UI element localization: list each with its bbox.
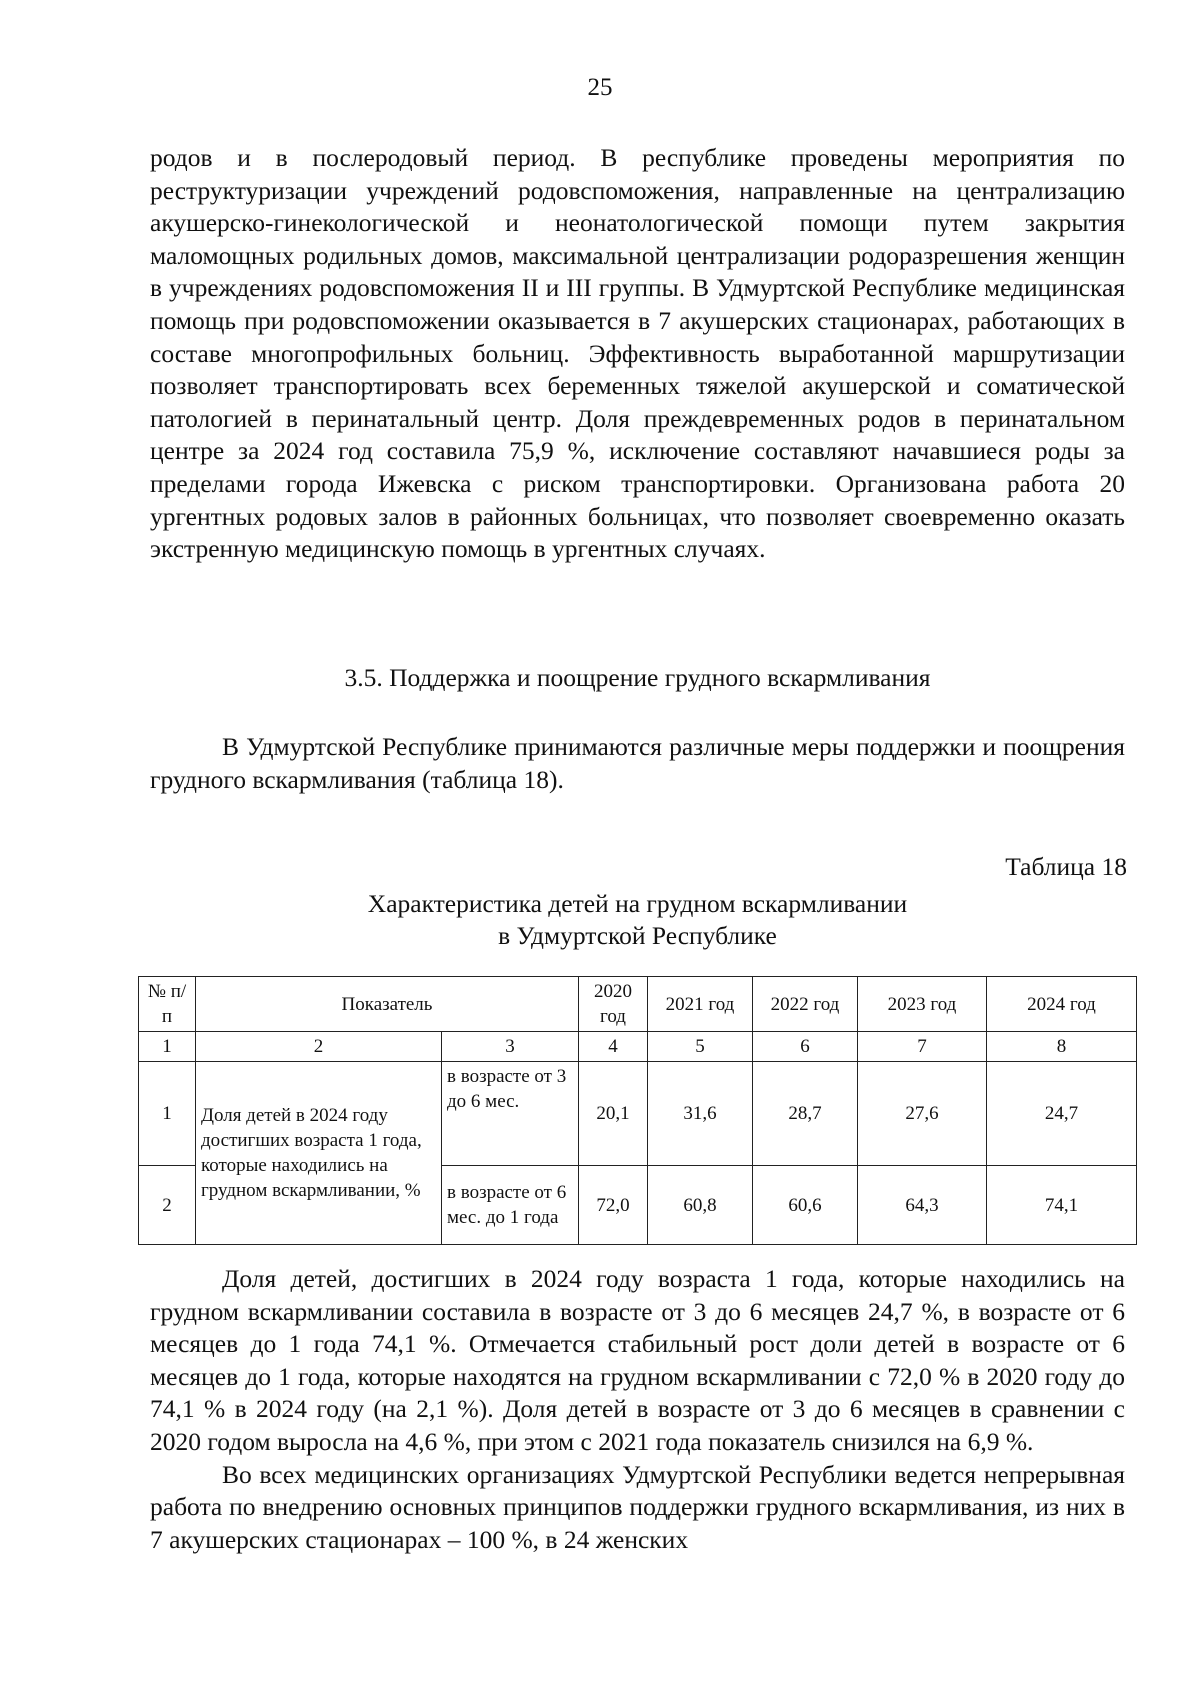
value-2022: 60,6 xyxy=(753,1166,858,1245)
value-2020: 72,0 xyxy=(579,1166,648,1245)
col-number: 3 xyxy=(442,1032,579,1062)
page-number: 25 xyxy=(587,74,613,101)
table-title-line-1: Характеристика детей на грудном вскармливании xyxy=(367,889,908,918)
header-year-2023: 2023 год xyxy=(858,977,987,1032)
table-row xyxy=(139,1062,1137,1166)
col-number: 8 xyxy=(987,1032,1137,1062)
paragraph-text: В Удмуртской Республике принимаются различные меры поддержки и поощрения грудного вскармливания (таблица 18). xyxy=(150,732,1125,794)
value-2021: 31,6 xyxy=(648,1062,753,1166)
row-num: 1 xyxy=(139,1062,196,1166)
header-year-2024: 2024 год xyxy=(987,977,1137,1032)
table-title xyxy=(150,888,1125,952)
paragraph-text: Доля детей, достигших в 2024 году возраста 1 года, которые находились на грудном вскармливании составила в возрасте от 3 до 6 месяцев 24,7 %, в возрасте от 6 месяцев до 1 года 74,1 %. Отмечается стабильный рост доли детей в возрасте от 6 месяцев до 1 года, которые находятся на грудном вскармливании с 72,0 % в 2020 году до 74,1 % в 2024 году (на 2,1 %). Доля детей в возрасте от 3 до 6 месяцев в сравнении с 2020 годом выросла на 4,6 %, при этом с 2021 года показатель снизился на 6,9 %. xyxy=(150,1264,1125,1456)
col-number: 5 xyxy=(648,1032,753,1062)
paragraphs-after-table xyxy=(150,1263,1125,1556)
header-indicator: Показатель xyxy=(196,977,579,1032)
paragraph-intro xyxy=(150,731,1125,796)
value-2022: 28,7 xyxy=(753,1062,858,1166)
value-2021: 60,8 xyxy=(648,1166,753,1245)
value-2024: 74,1 xyxy=(987,1166,1137,1245)
col-number: 7 xyxy=(858,1032,987,1062)
row-num: 2 xyxy=(139,1166,196,1245)
data-table xyxy=(138,976,1137,1245)
age-group-cell: в возрасте от 6 мес. до 1 года xyxy=(442,1166,579,1245)
paragraph-continuation xyxy=(150,142,1125,566)
table-title-line-2: в Удмуртской Республике xyxy=(498,921,777,950)
value-2020: 20,1 xyxy=(579,1062,648,1166)
column-number-row xyxy=(139,1032,1137,1062)
col-number: 4 xyxy=(579,1032,648,1062)
value-2024: 24,7 xyxy=(987,1062,1137,1166)
value-2023: 64,3 xyxy=(858,1166,987,1245)
paragraph-text: Во всех медицинских организациях Удмуртской Республики ведется непрерывная работа по внедрению основных принципов поддержки грудного вскармливания, из них в 7 акушерских стационарах – 100 %, в 24 женских xyxy=(150,1459,1125,1554)
col-number: 1 xyxy=(139,1032,196,1062)
header-num: № п/п xyxy=(139,977,196,1032)
section-heading: 3.5. Поддержка и поощрение грудного вскармливания xyxy=(344,663,931,692)
header-year-2020: 2020 год xyxy=(579,977,648,1032)
col-number: 2 xyxy=(196,1032,442,1062)
value-2023: 27,6 xyxy=(858,1062,987,1166)
table-header-row xyxy=(139,977,1137,1032)
table-label: Таблица 18 xyxy=(1005,852,1127,881)
col-number: 6 xyxy=(753,1032,858,1062)
paragraph-text: родов и в послеродовый период. В республике проведены мероприятия по реструктуризации учреждений родовспоможения, направленные на централизацию акушерско-гинекологической и неонатологической помощи путем закрытия маломощных родильных домов, максимальной централизации родоразрешения женщин в учреждениях родовспоможения II и III группы. В Удмуртской Республике медицинская помощь при родовспоможении оказывается в 7 акушерских стационарах, работающих в составе многопрофильных больниц. Эффективность выработанной маршрутизации позволяет транспортировать всех беременных тяжелой акушерской и соматической патологией в перинатальный центр. Доля преждевременных родов в перинатальном центре за 2024 год составила 75,9 %, исключение составляют начавшиеся роды за пределами города Ижевска с риском транспортировки. Организована работа 20 ургентных родовых залов в районных больницах, что позволяет своевременно оказать экстренную медицинскую помощь в ургентных случаях. xyxy=(150,143,1125,564)
header-year-2021: 2021 год xyxy=(648,977,753,1032)
header-year-2022: 2022 год xyxy=(753,977,858,1032)
indicator-cell: Доля детей в 2024 году достигших возраста 1 года, которые находились на грудном вскармливании, % xyxy=(196,1062,442,1245)
age-group-cell: в возрасте от 3 до 6 мес. xyxy=(442,1062,579,1166)
